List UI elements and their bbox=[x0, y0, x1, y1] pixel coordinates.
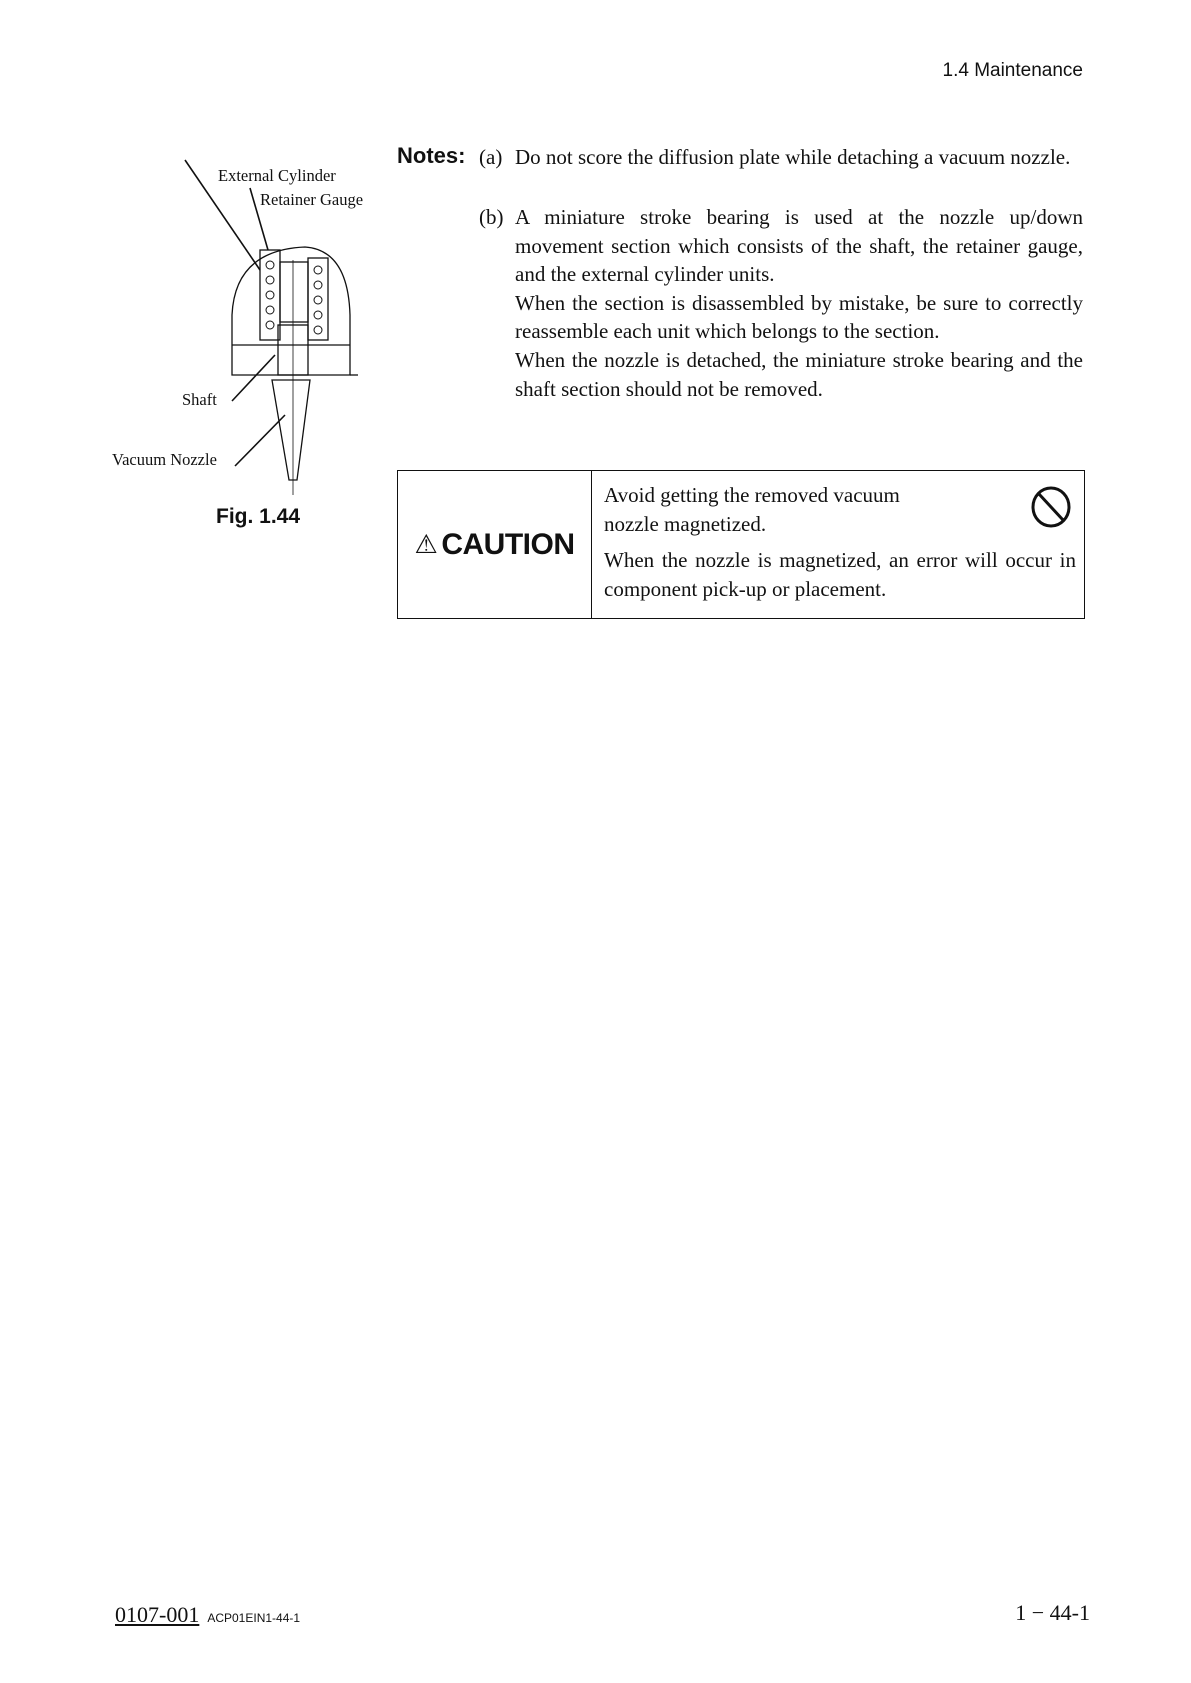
note-marker: (a) bbox=[479, 145, 503, 169]
note-a bbox=[479, 143, 1083, 172]
label-shaft: Shaft bbox=[182, 390, 217, 409]
note-text: Do not score the diffusion plate while detaching a vacuum nozzle. bbox=[515, 145, 1071, 169]
nozzle-diagram bbox=[100, 150, 400, 550]
note-b bbox=[479, 203, 1083, 403]
caution-box bbox=[397, 470, 1085, 619]
nozzle-figure bbox=[100, 150, 400, 550]
prohibition-icon bbox=[1030, 485, 1072, 529]
caution-label: CAUTION bbox=[441, 527, 575, 561]
footer-left bbox=[115, 1602, 300, 1628]
notes-label: Notes: bbox=[397, 143, 466, 168]
label-vacuum-nozzle: Vacuum Nozzle bbox=[112, 450, 217, 469]
caution-text-1: Avoid getting the removed vacuum nozzle magnetized. bbox=[604, 483, 900, 536]
label-retainer-gauge: Retainer Gauge bbox=[260, 190, 364, 209]
footer-doc-id: ACP01EIN1-44-1 bbox=[207, 1611, 301, 1625]
note-text: A miniature stroke bearing is used at the nozzle up/down movement section which consists of the shaft, the retainer gauge, and the external cylinder units. bbox=[515, 205, 1083, 287]
note-text: When the section is disassembled by mistake, be sure to correctly reassemble each unit which belongs to the section. bbox=[515, 290, 1083, 344]
note-marker: (b) bbox=[479, 205, 504, 229]
caution-text-cell bbox=[592, 471, 1084, 618]
caution-text-2: When the nozzle is magnetized, an error will occur in component pick-up or placement. bbox=[604, 548, 1076, 601]
note-text: When the nozzle is detached, the miniature stroke bearing and the shaft section should not be removed. bbox=[515, 347, 1083, 401]
section-header: 1.4 Maintenance bbox=[942, 60, 1083, 81]
footer-code: 0107-001 bbox=[115, 1602, 200, 1627]
warning-triangle-icon: ⚠ bbox=[414, 529, 438, 559]
label-external-cylinder: External Cylinder bbox=[218, 166, 336, 185]
page-number: 1 − 44-1 bbox=[1015, 1600, 1090, 1625]
caution-label-cell bbox=[398, 471, 592, 618]
figure-caption: Fig. 1.44 bbox=[216, 505, 301, 528]
